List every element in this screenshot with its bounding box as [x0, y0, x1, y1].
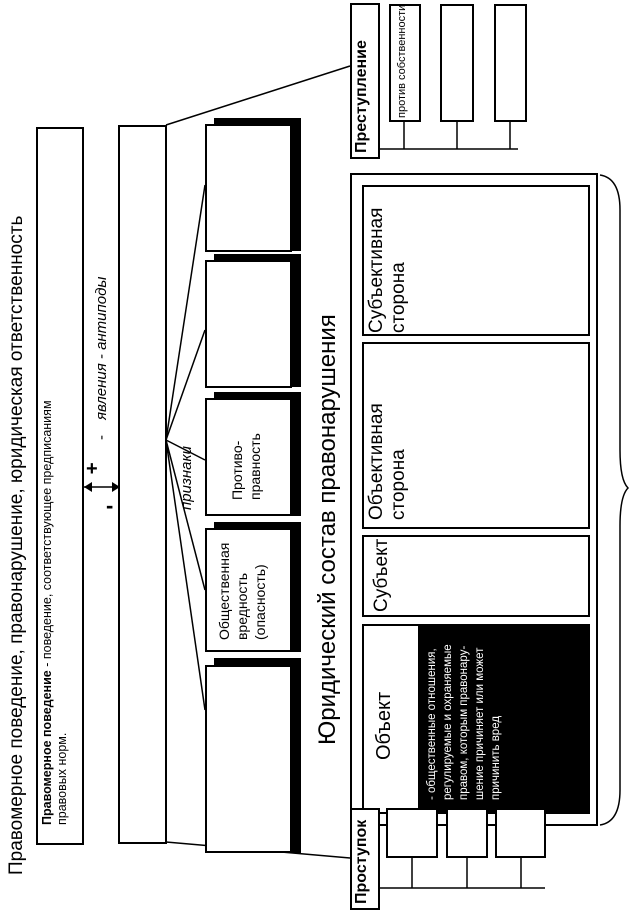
- arrowhead-left: [84, 482, 92, 492]
- feature-box-1: [205, 124, 292, 252]
- subject-box: [362, 535, 590, 617]
- lawful-behavior-text: [40, 125, 70, 825]
- composition-title: Юридический состав правонарушения: [314, 314, 341, 745]
- feature-line-1: [166, 185, 205, 440]
- antipodes-label: явления - антиподы: [93, 276, 110, 420]
- misdemeanor-type-3: [495, 808, 546, 858]
- crime-type-property-label: против собственности: [396, 4, 408, 118]
- feature-line-2: [166, 330, 205, 440]
- lawful-behavior-term: Правомерное поведение: [40, 670, 54, 825]
- antipodes-dash: -: [93, 435, 110, 440]
- crime-type-3: [494, 4, 527, 122]
- central-bar: [118, 125, 167, 844]
- feature-box-5: [205, 665, 292, 853]
- objective-side-text: Объективная сторона: [366, 403, 409, 520]
- minus-sign: -: [106, 493, 114, 518]
- feature-unlawfulness-text: Противо- правность: [229, 433, 263, 500]
- crime-funnel-line: [166, 66, 350, 125]
- crime-type-2: [440, 4, 474, 122]
- priznaki-label: признаки: [178, 446, 195, 510]
- brace: [600, 175, 628, 825]
- feature-box-2: [205, 260, 292, 388]
- misdemeanor-type-2: [446, 808, 488, 858]
- misdemeanor-type-1: [386, 808, 438, 858]
- object-description: - общественные отношения, регулируемые и охраняемые правом, которым правонару- шение причиняет или может причинить вред: [426, 644, 502, 800]
- page-title: Правомерное поведение, правонарушение, юридическая ответственность: [6, 215, 27, 875]
- misdemeanor-title: Проступок: [353, 819, 370, 904]
- lawful-behavior-definition-2: правовых норм.: [55, 732, 69, 825]
- feature-social-harm-text: Общественная вредность (опасность): [216, 542, 268, 640]
- plus-sign: +: [86, 458, 98, 480]
- lawful-behavior-definition-1: - поведение, соответствующее предписаниям: [40, 400, 54, 671]
- subject-label: Субъект: [371, 538, 392, 612]
- object-label: Объект: [373, 691, 395, 760]
- subjective-side-text: Субъективная сторона: [366, 207, 409, 333]
- crime-title: Преступление: [353, 40, 370, 153]
